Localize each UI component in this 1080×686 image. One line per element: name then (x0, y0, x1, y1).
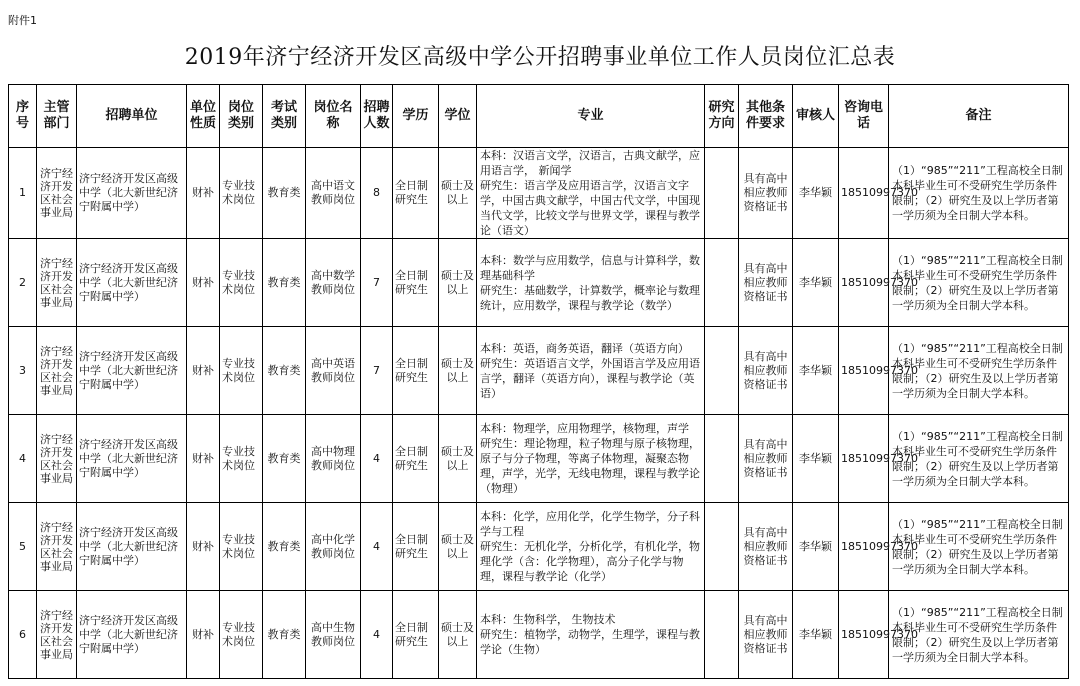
header-unit: 招聘单位 (77, 85, 187, 148)
header-category: 岗位类别 (220, 85, 263, 148)
cell-seq: 6 (9, 591, 37, 679)
cell-dept: 济宁经济开发区社会事业局 (37, 503, 77, 591)
cell-education: 全日制研究生 (393, 415, 439, 503)
cell-seq: 5 (9, 503, 37, 591)
cell-count: 4 (361, 503, 393, 591)
cell-research (705, 503, 739, 591)
cell-phone: 18510997370 (839, 591, 889, 679)
cell-major: 本科：生物科学， 生物技术 研究生：植物学，动物学，生理学，课程与教学论（生物） (477, 591, 705, 679)
cell-education: 全日制研究生 (393, 327, 439, 415)
cell-nature: 财补 (187, 239, 220, 327)
cell-exam: 教育类 (263, 148, 306, 239)
cell-reviewer: 李华颖 (793, 327, 839, 415)
header-other: 其他条件要求 (739, 85, 793, 148)
positions-table (8, 84, 1069, 679)
cell-seq: 1 (9, 148, 37, 239)
cell-reviewer: 李华颖 (793, 148, 839, 239)
cell-reviewer: 李华颖 (793, 239, 839, 327)
header-seq: 序号 (9, 85, 37, 148)
cell-exam: 教育类 (263, 415, 306, 503)
cell-exam: 教育类 (263, 503, 306, 591)
cell-degree: 硕士及以上 (439, 239, 477, 327)
page-title: 2019年济宁经济开发区高级中学公开招聘事业单位工作人员岗位汇总表 (184, 45, 896, 70)
cell-dept: 济宁经济开发区社会事业局 (37, 327, 77, 415)
cell-nature: 财补 (187, 503, 220, 591)
cell-nature: 财补 (187, 415, 220, 503)
header-major: 专业 (477, 85, 705, 148)
cell-count: 7 (361, 239, 393, 327)
header-exam: 考试类别 (263, 85, 306, 148)
header-degree: 学位 (439, 85, 477, 148)
cell-major: 本科：汉语言文学，汉语言，古典文献学，应用语言学， 新闻学 研究生：语言学及应用语言学，汉语言文字学，中国古典文献学，中国古代文学，中国现当代文学，比较文学与世界文学，课程与教学论（语文） (477, 148, 705, 239)
cell-reviewer: 李华颖 (793, 415, 839, 503)
cell-other: 具有高中相应教师资格证书 (739, 148, 793, 239)
cell-research (705, 239, 739, 327)
attachment-label: 附件1 (8, 14, 37, 27)
cell-seq: 3 (9, 327, 37, 415)
cell-nature: 财补 (187, 591, 220, 679)
cell-count: 8 (361, 148, 393, 239)
cell-other: 具有高中相应教师资格证书 (739, 327, 793, 415)
table-row (9, 503, 1069, 591)
cell-degree: 硕士及以上 (439, 591, 477, 679)
table-row (9, 327, 1069, 415)
header-count: 招聘人数 (361, 85, 393, 148)
header-reviewer: 审核人 (793, 85, 839, 148)
cell-category: 专业技术岗位 (220, 591, 263, 679)
cell-position: 高中英语教师岗位 (306, 327, 361, 415)
header-nature: 单位性质 (187, 85, 220, 148)
cell-notes: （1）“985”“211”工程高校全日制本科毕业生可不受研究生学历条件限制；（2）研究生及以上学历者第一学历须为全日制大学本科。 (889, 327, 1069, 415)
cell-notes: （1）“985”“211”工程高校全日制本科毕业生可不受研究生学历条件限制；（2）研究生及以上学历者第一学历须为全日制大学本科。 (889, 148, 1069, 239)
cell-phone: 18510997370 (839, 503, 889, 591)
cell-education: 全日制研究生 (393, 503, 439, 591)
cell-degree: 硕士及以上 (439, 327, 477, 415)
cell-research (705, 591, 739, 679)
cell-unit: 济宁经济开发区高级中学（北大新世纪济宁附属中学） (77, 239, 187, 327)
header-position: 岗位名称 (306, 85, 361, 148)
cell-notes: （1）“985”“211”工程高校全日制本科毕业生可不受研究生学历条件限制；（2）研究生及以上学历者第一学历须为全日制大学本科。 (889, 591, 1069, 679)
header-dept: 主管部门 (37, 85, 77, 148)
header-research: 研究方向 (705, 85, 739, 148)
cell-other: 具有高中相应教师资格证书 (739, 503, 793, 591)
cell-exam: 教育类 (263, 591, 306, 679)
cell-count: 4 (361, 591, 393, 679)
cell-other: 具有高中相应教师资格证书 (739, 415, 793, 503)
cell-seq: 2 (9, 239, 37, 327)
header-phone: 咨询电话 (839, 85, 889, 148)
cell-degree: 硕士及以上 (439, 148, 477, 239)
cell-other: 具有高中相应教师资格证书 (739, 591, 793, 679)
cell-count: 4 (361, 415, 393, 503)
cell-nature: 财补 (187, 327, 220, 415)
cell-unit: 济宁经济开发区高级中学（北大新世纪济宁附属中学） (77, 327, 187, 415)
cell-position: 高中生物教师岗位 (306, 591, 361, 679)
cell-nature: 财补 (187, 148, 220, 239)
cell-unit: 济宁经济开发区高级中学（北大新世纪济宁附属中学） (77, 503, 187, 591)
cell-position: 高中化学教师岗位 (306, 503, 361, 591)
cell-category: 专业技术岗位 (220, 327, 263, 415)
cell-reviewer: 李华颖 (793, 503, 839, 591)
header-row (9, 85, 1069, 148)
cell-major: 本科：英语，商务英语，翻译（英语方向） 研究生：英语语言文学，外国语言学及应用语言学，翻译（英语方向），课程与教学论（英语） (477, 327, 705, 415)
cell-dept: 济宁经济开发区社会事业局 (37, 239, 77, 327)
cell-seq: 4 (9, 415, 37, 503)
cell-phone: 18510997370 (839, 327, 889, 415)
cell-category: 专业技术岗位 (220, 148, 263, 239)
header-education: 学历 (393, 85, 439, 148)
cell-other: 具有高中相应教师资格证书 (739, 239, 793, 327)
cell-dept: 济宁经济开发区社会事业局 (37, 148, 77, 239)
table-row (9, 148, 1069, 239)
cell-category: 专业技术岗位 (220, 503, 263, 591)
cell-unit: 济宁经济开发区高级中学（北大新世纪济宁附属中学） (77, 415, 187, 503)
cell-phone: 18510997370 (839, 415, 889, 503)
cell-major: 本科：化学，应用化学，化学生物学，分子科学与工程 研究生：无机化学，分析化学，有机化学，物理化学（含：化学物理），高分子化学与物理，课程与教学论（化学） (477, 503, 705, 591)
cell-research (705, 327, 739, 415)
cell-education: 全日制研究生 (393, 591, 439, 679)
header-notes: 备注 (889, 85, 1069, 148)
cell-phone: 18510997370 (839, 148, 889, 239)
cell-notes: （1）“985”“211”工程高校全日制本科毕业生可不受研究生学历条件限制；（2）研究生及以上学历者第一学历须为全日制大学本科。 (889, 239, 1069, 327)
cell-notes: （1）“985”“211”工程高校全日制本科毕业生可不受研究生学历条件限制；（2）研究生及以上学历者第一学历须为全日制大学本科。 (889, 503, 1069, 591)
cell-unit: 济宁经济开发区高级中学（北大新世纪济宁附属中学） (77, 148, 187, 239)
cell-exam: 教育类 (263, 327, 306, 415)
cell-research (705, 415, 739, 503)
cell-education: 全日制研究生 (393, 239, 439, 327)
table-row (9, 415, 1069, 503)
table-row (9, 239, 1069, 327)
cell-category: 专业技术岗位 (220, 415, 263, 503)
cell-research (705, 148, 739, 239)
cell-position: 高中数学教师岗位 (306, 239, 361, 327)
cell-position: 高中语文教师岗位 (306, 148, 361, 239)
cell-phone: 18510997370 (839, 239, 889, 327)
cell-degree: 硕士及以上 (439, 415, 477, 503)
cell-major: 本科：物理学，应用物理学，核物理，声学 研究生：理论物理，粒子物理与原子核物理，原子与分子物理，等离子体物理，凝聚态物理，声学，光学，无线电物理，课程与教学论（物理） (477, 415, 705, 503)
cell-reviewer: 李华颖 (793, 591, 839, 679)
table-row (9, 591, 1069, 679)
cell-degree: 硕士及以上 (439, 503, 477, 591)
cell-category: 专业技术岗位 (220, 239, 263, 327)
cell-dept: 济宁经济开发区社会事业局 (37, 415, 77, 503)
cell-dept: 济宁经济开发区社会事业局 (37, 591, 77, 679)
cell-notes: （1）“985”“211”工程高校全日制本科毕业生可不受研究生学历条件限制；（2）研究生及以上学历者第一学历须为全日制大学本科。 (889, 415, 1069, 503)
cell-major: 本科：数学与应用数学，信息与计算科学，数理基础科学 研究生：基础数学，计算数学，概率论与数理统计，应用数学，课程与教学论（数学） (477, 239, 705, 327)
cell-exam: 教育类 (263, 239, 306, 327)
cell-education: 全日制研究生 (393, 148, 439, 239)
cell-count: 7 (361, 327, 393, 415)
cell-position: 高中物理教师岗位 (306, 415, 361, 503)
cell-unit: 济宁经济开发区高级中学（北大新世纪济宁附属中学） (77, 591, 187, 679)
